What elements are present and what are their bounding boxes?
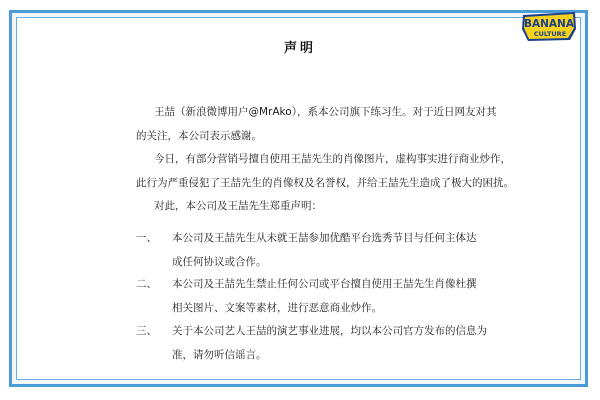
logo-text-culture: CULTURE [533, 30, 567, 38]
item-3-line-2: 准，请勿听信谣言。 [172, 349, 267, 361]
page-title: 声明 [283, 41, 316, 56]
item-3-line-1: 关于本公司艺人王喆的演艺事业进展，均以本公司官方发布的信息为 [172, 325, 487, 337]
intro-line-2: 的关注，本公司表示感谢。 [136, 130, 262, 142]
item-1-line-1: 本公司及王喆先生从未就王喆参加优酷平台选秀节目与任何主体达 [172, 232, 477, 244]
item-1-line-2: 成任何协议或合作。 [172, 256, 267, 268]
item-3-number: 三、 [136, 325, 157, 337]
item-2-line-2: 相关图片、文案等素材，进行恶意商业炒作。 [172, 302, 382, 314]
para3-line: 对此，本公司及王喆先生郑重声明： [154, 200, 322, 212]
para2-line-1: 今日，有部分营销号擅自使用王喆先生的肖像图片，虚构事实进行商业炒作， [154, 153, 511, 165]
item-2-line-1: 本公司及王喆先生禁止任何公司或平台擅自使用王喆先生肖像杜撰 [172, 278, 477, 290]
item-2-number: 二、 [136, 278, 157, 290]
intro-line-1: 王喆（新浪微博用户@MrAko），系本公司旗下练习生。对于近日网友对其 [154, 106, 497, 118]
para2-line-2: 此行为严重侵犯了王喆先生的肖像权及名誉权，并给王喆先生造成了极大的困扰。 [136, 177, 514, 189]
logo-text-banana: BANANA [524, 18, 574, 30]
item-1-number: 一、 [136, 232, 157, 244]
